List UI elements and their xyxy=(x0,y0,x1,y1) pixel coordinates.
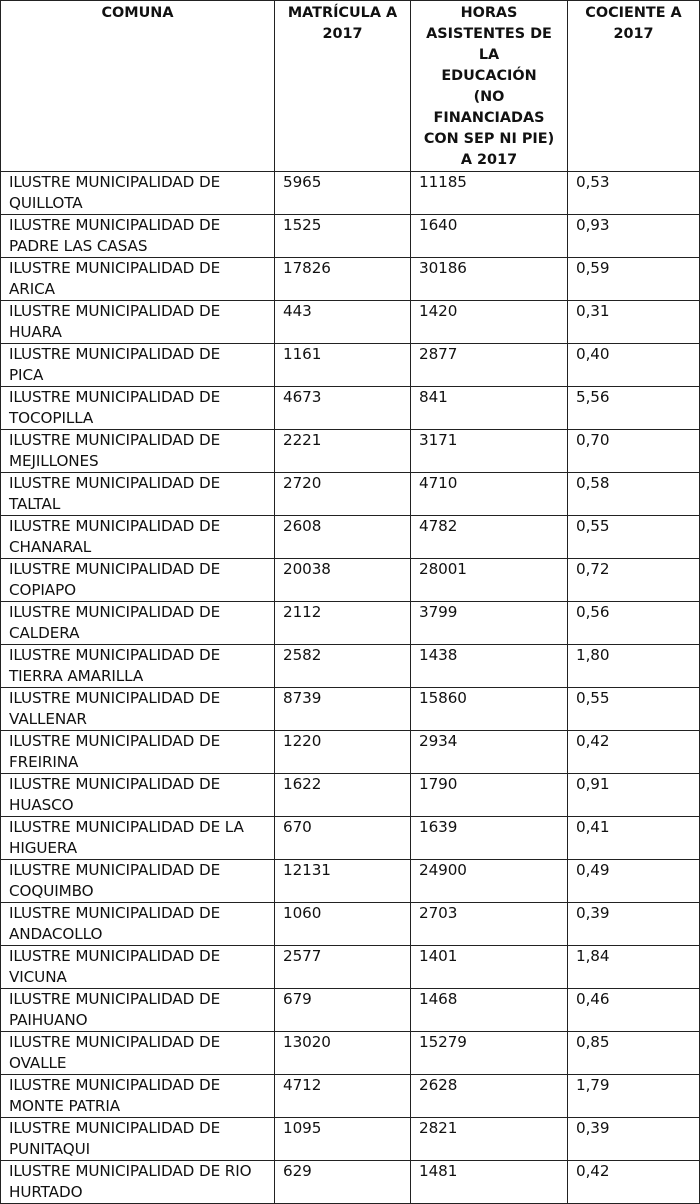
horas-cell: 2628 xyxy=(411,1075,568,1118)
cociente-cell: 0,55 xyxy=(568,688,700,731)
matricula-cell: 1161 xyxy=(275,344,411,387)
cociente-cell: 0,39 xyxy=(568,1118,700,1161)
text-line: TIERRA AMARILLA xyxy=(9,667,144,685)
comuna-cell xyxy=(1,860,275,903)
matricula-cell: 2608 xyxy=(275,516,411,559)
table-row xyxy=(1,473,700,516)
text-line: OVALLE xyxy=(9,1054,67,1072)
cociente-cell: 5,56 xyxy=(568,387,700,430)
table-row xyxy=(1,387,700,430)
header-horas xyxy=(411,1,568,172)
cociente-cell: 0,91 xyxy=(568,774,700,817)
cociente-cell: 0,72 xyxy=(568,559,700,602)
comuna-cell xyxy=(1,903,275,946)
horas-cell: 1481 xyxy=(411,1161,568,1204)
horas-cell: 841 xyxy=(411,387,568,430)
horas-cell: 30186 xyxy=(411,258,568,301)
cociente-cell: 0,55 xyxy=(568,516,700,559)
text-line: ILUSTRE MUNICIPALIDAD DE xyxy=(9,345,221,363)
text-line: ILUSTRE MUNICIPALIDAD DE xyxy=(9,646,221,664)
horas-cell: 3171 xyxy=(411,430,568,473)
comuna-cell xyxy=(1,258,275,301)
comuna-cell xyxy=(1,602,275,645)
cociente-cell: 0,42 xyxy=(568,1161,700,1204)
table-row xyxy=(1,860,700,903)
table-row xyxy=(1,516,700,559)
text-line: ILUSTRE MUNICIPALIDAD DE xyxy=(9,216,221,234)
comuna-cell xyxy=(1,559,275,602)
text-line: HUARA xyxy=(9,323,62,341)
cociente-cell: 0,49 xyxy=(568,860,700,903)
table-row xyxy=(1,1161,700,1204)
text-line: ILUSTRE MUNICIPALIDAD DE xyxy=(9,990,221,1008)
text-line: ILUSTRE MUNICIPALIDAD DE xyxy=(9,861,221,879)
horas-cell: 28001 xyxy=(411,559,568,602)
horas-cell: 15860 xyxy=(411,688,568,731)
text-line: QUILLOTA xyxy=(9,194,83,212)
table-row xyxy=(1,559,700,602)
comuna-cell xyxy=(1,817,275,860)
text-line: TALTAL xyxy=(9,495,61,513)
table-row xyxy=(1,989,700,1032)
horas-cell: 15279 xyxy=(411,1032,568,1075)
horas-cell: 1639 xyxy=(411,817,568,860)
comuna-cell xyxy=(1,1075,275,1118)
matricula-cell: 2582 xyxy=(275,645,411,688)
horas-cell: 1438 xyxy=(411,645,568,688)
text-line: PADRE LAS CASAS xyxy=(9,237,148,255)
cociente-cell: 1,80 xyxy=(568,645,700,688)
text-line: HURTADO xyxy=(9,1183,83,1201)
text-line: ILUSTRE MUNICIPALIDAD DE xyxy=(9,603,221,621)
text-line: FREIRINA xyxy=(9,753,79,771)
matricula-cell: 13020 xyxy=(275,1032,411,1075)
cociente-cell: 0,85 xyxy=(568,1032,700,1075)
table-row xyxy=(1,731,700,774)
comuna-cell xyxy=(1,1118,275,1161)
horas-cell: 2703 xyxy=(411,903,568,946)
cociente-cell: 0,39 xyxy=(568,903,700,946)
text-line: VICUNA xyxy=(9,968,67,986)
comuna-cell xyxy=(1,172,275,215)
table-row xyxy=(1,1118,700,1161)
comuna-cell xyxy=(1,215,275,258)
text-line: ILUSTRE MUNICIPALIDAD DE xyxy=(9,173,221,191)
cociente-cell: 0,31 xyxy=(568,301,700,344)
text-line: ILUSTRE MUNICIPALIDAD DE xyxy=(9,1076,221,1094)
comuna-cell xyxy=(1,731,275,774)
horas-cell: 1790 xyxy=(411,774,568,817)
text-line: ILUSTRE MUNICIPALIDAD DE xyxy=(9,259,221,277)
cociente-cell: 0,59 xyxy=(568,258,700,301)
text-line: ARICA xyxy=(9,280,55,298)
table-body xyxy=(1,172,700,1204)
cociente-cell: 0,58 xyxy=(568,473,700,516)
table-row xyxy=(1,301,700,344)
matricula-cell: 4673 xyxy=(275,387,411,430)
horas-cell: 2821 xyxy=(411,1118,568,1161)
text-line: ANDACOLLO xyxy=(9,925,103,943)
table-row xyxy=(1,1075,700,1118)
text-line: MATRÍCULA A xyxy=(287,5,398,21)
text-line: VALLENAR xyxy=(9,710,87,728)
comuna-cell xyxy=(1,946,275,989)
comuna-cell xyxy=(1,473,275,516)
matricula-cell: 2112 xyxy=(275,602,411,645)
header-comuna xyxy=(1,1,275,172)
table-row xyxy=(1,946,700,989)
matricula-cell: 12131 xyxy=(275,860,411,903)
text-line: ILUSTRE MUNICIPALIDAD DE xyxy=(9,560,221,578)
horas-cell: 2934 xyxy=(411,731,568,774)
text-line: ILUSTRE MUNICIPALIDAD DE xyxy=(9,732,221,750)
horas-cell: 3799 xyxy=(411,602,568,645)
horas-cell: 4782 xyxy=(411,516,568,559)
text-line: CHANARAL xyxy=(9,538,92,556)
matricula-cell: 4712 xyxy=(275,1075,411,1118)
table-row xyxy=(1,258,700,301)
horas-cell: 1420 xyxy=(411,301,568,344)
cociente-cell: 0,40 xyxy=(568,344,700,387)
cociente-cell: 0,42 xyxy=(568,731,700,774)
text-line: ILUSTRE MUNICIPALIDAD DE xyxy=(9,904,221,922)
horas-cell: 1468 xyxy=(411,989,568,1032)
comuna-cell xyxy=(1,430,275,473)
text-line: ILUSTRE MUNICIPALIDAD DE xyxy=(9,388,221,406)
horas-cell: 1640 xyxy=(411,215,568,258)
text-line: COMUNA xyxy=(101,5,174,21)
cociente-cell: 0,41 xyxy=(568,817,700,860)
matricula-cell: 20038 xyxy=(275,559,411,602)
text-line: ILUSTRE MUNICIPALIDAD DE xyxy=(9,431,221,449)
horas-cell: 4710 xyxy=(411,473,568,516)
matricula-cell: 17826 xyxy=(275,258,411,301)
text-line: ILUSTRE MUNICIPALIDAD DE xyxy=(9,689,221,707)
matricula-cell: 2577 xyxy=(275,946,411,989)
text-line: COCIENTE A xyxy=(585,5,682,21)
table-row xyxy=(1,602,700,645)
header-matricula xyxy=(275,1,411,172)
comuna-cell xyxy=(1,774,275,817)
text-line: ILUSTRE MUNICIPALIDAD DE RIO xyxy=(9,1162,252,1180)
text-line: FINANCIADAS xyxy=(433,110,545,126)
table-row xyxy=(1,774,700,817)
text-line: HIGUERA xyxy=(9,839,78,857)
table-row xyxy=(1,1032,700,1075)
text-line: PAIHUANO xyxy=(9,1011,88,1029)
table-row xyxy=(1,215,700,258)
cociente-cell: 0,46 xyxy=(568,989,700,1032)
cociente-cell: 0,70 xyxy=(568,430,700,473)
cociente-cell: 1,84 xyxy=(568,946,700,989)
table-row xyxy=(1,817,700,860)
header-row xyxy=(1,1,700,172)
text-line: A 2017 xyxy=(460,152,518,168)
header-cociente xyxy=(568,1,700,172)
text-line: ILUSTRE MUNICIPALIDAD DE xyxy=(9,947,221,965)
matricula-cell: 5965 xyxy=(275,172,411,215)
text-line: (NO xyxy=(473,89,505,105)
table-row xyxy=(1,903,700,946)
comuna-cell xyxy=(1,1032,275,1075)
matricula-cell: 2720 xyxy=(275,473,411,516)
text-line: COQUIMBO xyxy=(9,882,94,900)
text-line: PICA xyxy=(9,366,44,384)
table-row xyxy=(1,344,700,387)
comuna-cell xyxy=(1,344,275,387)
table-row xyxy=(1,172,700,215)
comuna-cell xyxy=(1,989,275,1032)
comuna-cell xyxy=(1,645,275,688)
text-line: TOCOPILLA xyxy=(9,409,94,427)
text-line: 2017 xyxy=(322,26,363,42)
text-line: HORAS xyxy=(460,5,518,21)
matricula-cell: 1060 xyxy=(275,903,411,946)
text-line: CON SEP NI PIE) xyxy=(423,131,555,147)
comuna-cell xyxy=(1,301,275,344)
comuna-cell xyxy=(1,387,275,430)
text-line: ILUSTRE MUNICIPALIDAD DE xyxy=(9,1033,221,1051)
comuna-cell xyxy=(1,688,275,731)
matricula-cell: 2221 xyxy=(275,430,411,473)
text-line: ASISTENTES DE LA xyxy=(426,26,552,63)
matricula-cell: 1220 xyxy=(275,731,411,774)
cociente-cell: 0,53 xyxy=(568,172,700,215)
text-line: ILUSTRE MUNICIPALIDAD DE xyxy=(9,775,221,793)
text-line: ILUSTRE MUNICIPALIDAD DE xyxy=(9,302,221,320)
text-line: HUASCO xyxy=(9,796,74,814)
matricula-cell: 1095 xyxy=(275,1118,411,1161)
text-line: ILUSTRE MUNICIPALIDAD DE xyxy=(9,474,221,492)
table-row xyxy=(1,688,700,731)
horas-cell: 11185 xyxy=(411,172,568,215)
matricula-cell: 1622 xyxy=(275,774,411,817)
matricula-cell: 629 xyxy=(275,1161,411,1204)
matricula-cell: 1525 xyxy=(275,215,411,258)
text-line: EDUCACIÓN xyxy=(441,68,537,84)
matricula-cell: 8739 xyxy=(275,688,411,731)
text-line: COPIAPO xyxy=(9,581,76,599)
text-line: CALDERA xyxy=(9,624,80,642)
horas-cell: 2877 xyxy=(411,344,568,387)
text-line: ILUSTRE MUNICIPALIDAD DE xyxy=(9,517,221,535)
cociente-cell: 0,93 xyxy=(568,215,700,258)
table-row xyxy=(1,645,700,688)
text-line: ILUSTRE MUNICIPALIDAD DE xyxy=(9,1119,221,1137)
text-line: MONTE PATRIA xyxy=(9,1097,121,1115)
comuna-cell xyxy=(1,516,275,559)
text-line: 2017 xyxy=(613,26,654,42)
matricula-cell: 670 xyxy=(275,817,411,860)
matricula-cell: 679 xyxy=(275,989,411,1032)
cociente-cell: 0,56 xyxy=(568,602,700,645)
text-line: ILUSTRE MUNICIPALIDAD DE LA xyxy=(9,818,244,836)
text-line: MEJILLONES xyxy=(9,452,99,470)
table-row xyxy=(1,430,700,473)
horas-cell: 24900 xyxy=(411,860,568,903)
cociente-cell: 1,79 xyxy=(568,1075,700,1118)
text-line: PUNITAQUI xyxy=(9,1140,90,1158)
matricula-cell: 443 xyxy=(275,301,411,344)
horas-cell: 1401 xyxy=(411,946,568,989)
comuna-cell xyxy=(1,1161,275,1204)
